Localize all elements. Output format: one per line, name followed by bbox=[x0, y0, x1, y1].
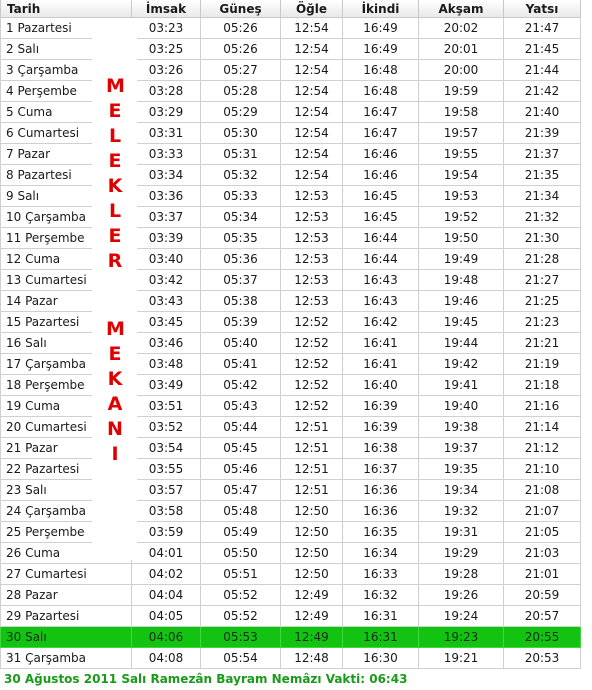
cell-yatsi: 21:07 bbox=[504, 501, 581, 522]
cell-aksam: 19:31 bbox=[419, 522, 504, 543]
column-header-ogle[interactable]: Öğle bbox=[281, 0, 343, 18]
cell-ogle: 12:51 bbox=[281, 417, 343, 438]
cell-ikindi: 16:35 bbox=[343, 522, 419, 543]
column-header-aksam[interactable]: Akşam bbox=[419, 0, 504, 18]
cell-gunes: 05:44 bbox=[201, 417, 281, 438]
cell-ikindi: 16:44 bbox=[343, 249, 419, 270]
cell-gunes: 05:38 bbox=[201, 291, 281, 312]
cell-aksam: 19:50 bbox=[419, 228, 504, 249]
cell-gunes: 05:31 bbox=[201, 144, 281, 165]
cell-date: 13 Cumartesi bbox=[1, 270, 132, 291]
cell-imsak: 03:33 bbox=[132, 144, 201, 165]
cell-yatsi: 21:03 bbox=[504, 543, 581, 564]
cell-gunes: 05:51 bbox=[201, 564, 281, 585]
cell-aksam: 19:29 bbox=[419, 543, 504, 564]
cell-date: 26 Cuma bbox=[1, 543, 132, 564]
table-row bbox=[1, 396, 581, 417]
cell-date: 11 Perşembe bbox=[1, 228, 132, 249]
cell-aksam: 19:55 bbox=[419, 144, 504, 165]
cell-aksam: 19:42 bbox=[419, 354, 504, 375]
cell-ogle: 12:52 bbox=[281, 333, 343, 354]
table-row bbox=[1, 102, 581, 123]
cell-ikindi: 16:45 bbox=[343, 186, 419, 207]
cell-ogle: 12:49 bbox=[281, 585, 343, 606]
cell-imsak: 04:08 bbox=[132, 648, 201, 669]
bayram-prayer-time-note: 30 Ağustos 2011 Salı Ramezân Bayram Nemâzı Vakti: 06:43 bbox=[4, 672, 408, 686]
cell-gunes: 05:45 bbox=[201, 438, 281, 459]
cell-date: 29 Pazartesi bbox=[1, 606, 132, 627]
cell-yatsi: 21:42 bbox=[504, 81, 581, 102]
cell-ogle: 12:49 bbox=[281, 606, 343, 627]
watermark-letter: A bbox=[107, 393, 123, 415]
table-row bbox=[1, 60, 581, 81]
watermark-letter: R bbox=[107, 250, 123, 272]
cell-date: 25 Perşembe bbox=[1, 522, 132, 543]
cell-ikindi: 16:42 bbox=[343, 312, 419, 333]
cell-imsak: 03:26 bbox=[132, 60, 201, 81]
cell-gunes: 05:35 bbox=[201, 228, 281, 249]
cell-ikindi: 16:43 bbox=[343, 291, 419, 312]
table-row bbox=[1, 354, 581, 375]
cell-imsak: 03:39 bbox=[132, 228, 201, 249]
cell-ikindi: 16:32 bbox=[343, 585, 419, 606]
cell-yatsi: 21:39 bbox=[504, 123, 581, 144]
cell-imsak: 03:36 bbox=[132, 186, 201, 207]
cell-imsak: 03:40 bbox=[132, 249, 201, 270]
cell-gunes: 05:37 bbox=[201, 270, 281, 291]
cell-aksam: 19:28 bbox=[419, 564, 504, 585]
cell-gunes: 05:52 bbox=[201, 585, 281, 606]
cell-yatsi: 21:12 bbox=[504, 438, 581, 459]
cell-ogle: 12:52 bbox=[281, 375, 343, 396]
cell-date: 23 Salı bbox=[1, 480, 132, 501]
cell-ikindi: 16:44 bbox=[343, 228, 419, 249]
cell-date: 6 Cumartesi bbox=[1, 123, 132, 144]
table-row bbox=[1, 522, 581, 543]
cell-aksam: 19:26 bbox=[419, 585, 504, 606]
cell-ikindi: 16:31 bbox=[343, 606, 419, 627]
cell-date: 8 Pazartesi bbox=[1, 165, 132, 186]
cell-ikindi: 16:41 bbox=[343, 354, 419, 375]
cell-aksam: 19:23 bbox=[419, 627, 504, 648]
table-row bbox=[1, 333, 581, 354]
table-row bbox=[1, 606, 581, 627]
cell-aksam: 19:41 bbox=[419, 375, 504, 396]
watermark-letter: L bbox=[108, 200, 122, 222]
cell-date: 4 Perşembe bbox=[1, 81, 132, 102]
cell-ogle: 12:50 bbox=[281, 543, 343, 564]
watermark-letter: M bbox=[106, 318, 125, 340]
cell-yatsi: 21:14 bbox=[504, 417, 581, 438]
table-row bbox=[1, 270, 581, 291]
cell-imsak: 03:31 bbox=[132, 123, 201, 144]
cell-yatsi: 20:53 bbox=[504, 648, 581, 669]
cell-imsak: 03:55 bbox=[132, 459, 201, 480]
cell-ogle: 12:54 bbox=[281, 81, 343, 102]
table-row bbox=[1, 228, 581, 249]
cell-imsak: 03:43 bbox=[132, 291, 201, 312]
cell-yatsi: 21:05 bbox=[504, 522, 581, 543]
table-row bbox=[1, 312, 581, 333]
cell-yatsi: 21:47 bbox=[504, 18, 581, 39]
cell-date: 17 Çarşamba bbox=[1, 354, 132, 375]
cell-ikindi: 16:46 bbox=[343, 165, 419, 186]
cell-gunes: 05:39 bbox=[201, 312, 281, 333]
cell-ikindi: 16:43 bbox=[343, 270, 419, 291]
table-row bbox=[1, 207, 581, 228]
cell-date: 9 Salı bbox=[1, 186, 132, 207]
cell-yatsi: 21:21 bbox=[504, 333, 581, 354]
column-header-yatsi[interactable]: Yatsı bbox=[504, 0, 581, 18]
cell-imsak: 03:51 bbox=[132, 396, 201, 417]
cell-date: 2 Salı bbox=[1, 39, 132, 60]
cell-aksam: 20:01 bbox=[419, 39, 504, 60]
cell-date: 7 Pazar bbox=[1, 144, 132, 165]
table-row bbox=[1, 123, 581, 144]
cell-yatsi: 20:55 bbox=[504, 627, 581, 648]
cell-ogle: 12:52 bbox=[281, 354, 343, 375]
cell-imsak: 04:04 bbox=[132, 585, 201, 606]
cell-ikindi: 16:49 bbox=[343, 18, 419, 39]
cell-ikindi: 16:39 bbox=[343, 417, 419, 438]
cell-yatsi: 21:34 bbox=[504, 186, 581, 207]
cell-imsak: 03:59 bbox=[132, 522, 201, 543]
cell-yatsi: 21:10 bbox=[504, 459, 581, 480]
cell-ogle: 12:50 bbox=[281, 564, 343, 585]
cell-date: 19 Cuma bbox=[1, 396, 132, 417]
cell-date: 24 Çarşamba bbox=[1, 501, 132, 522]
cell-ogle: 12:53 bbox=[281, 207, 343, 228]
cell-aksam: 19:24 bbox=[419, 606, 504, 627]
cell-yatsi: 21:28 bbox=[504, 249, 581, 270]
cell-imsak: 03:57 bbox=[132, 480, 201, 501]
cell-yatsi: 21:08 bbox=[504, 480, 581, 501]
cell-ogle: 12:50 bbox=[281, 522, 343, 543]
watermark-word-melekler bbox=[106, 74, 124, 274]
cell-imsak: 03:37 bbox=[132, 207, 201, 228]
cell-gunes: 05:49 bbox=[201, 522, 281, 543]
table-row bbox=[1, 648, 581, 669]
cell-imsak: 04:02 bbox=[132, 564, 201, 585]
cell-yatsi: 21:32 bbox=[504, 207, 581, 228]
cell-yatsi: 21:25 bbox=[504, 291, 581, 312]
cell-gunes: 05:47 bbox=[201, 480, 281, 501]
cell-aksam: 19:45 bbox=[419, 312, 504, 333]
cell-ogle: 12:54 bbox=[281, 18, 343, 39]
cell-yatsi: 21:01 bbox=[504, 564, 581, 585]
cell-ikindi: 16:47 bbox=[343, 102, 419, 123]
cell-gunes: 05:40 bbox=[201, 333, 281, 354]
cell-date: 12 Cuma bbox=[1, 249, 132, 270]
cell-aksam: 19:49 bbox=[419, 249, 504, 270]
cell-ogle: 12:53 bbox=[281, 249, 343, 270]
cell-yatsi: 21:27 bbox=[504, 270, 581, 291]
cell-ogle: 12:50 bbox=[281, 501, 343, 522]
table-row bbox=[1, 585, 581, 606]
cell-ogle: 12:54 bbox=[281, 123, 343, 144]
cell-gunes: 05:29 bbox=[201, 102, 281, 123]
cell-ikindi: 16:38 bbox=[343, 438, 419, 459]
table-row bbox=[1, 543, 581, 564]
cell-ogle: 12:53 bbox=[281, 186, 343, 207]
column-header-imsak[interactable]: İmsak bbox=[132, 0, 201, 18]
cell-ikindi: 16:31 bbox=[343, 627, 419, 648]
cell-gunes: 05:26 bbox=[201, 39, 281, 60]
cell-imsak: 03:42 bbox=[132, 270, 201, 291]
watermark-letter: E bbox=[108, 150, 122, 172]
cell-ogle: 12:48 bbox=[281, 648, 343, 669]
cell-ikindi: 16:48 bbox=[343, 60, 419, 81]
cell-date: 27 Cumartesi bbox=[1, 564, 132, 585]
cell-aksam: 20:02 bbox=[419, 18, 504, 39]
cell-ikindi: 16:37 bbox=[343, 459, 419, 480]
cell-ikindi: 16:49 bbox=[343, 39, 419, 60]
cell-ikindi: 16:39 bbox=[343, 396, 419, 417]
cell-ogle: 12:54 bbox=[281, 39, 343, 60]
table-row bbox=[1, 39, 581, 60]
cell-date: 21 Pazar bbox=[1, 438, 132, 459]
cell-date: 18 Perşembe bbox=[1, 375, 132, 396]
cell-date: 15 Pazartesi bbox=[1, 312, 132, 333]
table-row bbox=[1, 627, 581, 648]
cell-yatsi: 21:16 bbox=[504, 396, 581, 417]
cell-imsak: 03:45 bbox=[132, 312, 201, 333]
cell-ikindi: 16:41 bbox=[343, 333, 419, 354]
cell-aksam: 19:44 bbox=[419, 333, 504, 354]
cell-yatsi: 21:19 bbox=[504, 354, 581, 375]
cell-aksam: 19:54 bbox=[419, 165, 504, 186]
cell-date: 10 Çarşamba bbox=[1, 207, 132, 228]
cell-date: 16 Salı bbox=[1, 333, 132, 354]
cell-gunes: 05:50 bbox=[201, 543, 281, 564]
cell-gunes: 05:34 bbox=[201, 207, 281, 228]
watermark-letter: M bbox=[106, 75, 125, 97]
cell-yatsi: 20:57 bbox=[504, 606, 581, 627]
cell-gunes: 05:26 bbox=[201, 18, 281, 39]
column-header-date[interactable]: Tarih bbox=[1, 0, 132, 18]
cell-imsak: 03:58 bbox=[132, 501, 201, 522]
table-row bbox=[1, 459, 581, 480]
cell-ogle: 12:54 bbox=[281, 102, 343, 123]
cell-imsak: 03:23 bbox=[132, 18, 201, 39]
cell-gunes: 05:48 bbox=[201, 501, 281, 522]
cell-ogle: 12:49 bbox=[281, 627, 343, 648]
table-row bbox=[1, 144, 581, 165]
cell-ikindi: 16:36 bbox=[343, 501, 419, 522]
table-row bbox=[1, 417, 581, 438]
cell-date: 5 Cuma bbox=[1, 102, 132, 123]
cell-aksam: 19:21 bbox=[419, 648, 504, 669]
cell-aksam: 19:38 bbox=[419, 417, 504, 438]
cell-ogle: 12:51 bbox=[281, 459, 343, 480]
cell-gunes: 05:43 bbox=[201, 396, 281, 417]
cell-imsak: 03:29 bbox=[132, 102, 201, 123]
cell-yatsi: 21:44 bbox=[504, 60, 581, 81]
cell-aksam: 19:58 bbox=[419, 102, 504, 123]
cell-yatsi: 21:45 bbox=[504, 39, 581, 60]
cell-imsak: 03:25 bbox=[132, 39, 201, 60]
cell-date: 1 Pazartesi bbox=[1, 18, 132, 39]
watermark-letter: L bbox=[108, 125, 122, 147]
cell-imsak: 04:05 bbox=[132, 606, 201, 627]
cell-ogle: 12:54 bbox=[281, 165, 343, 186]
cell-ikindi: 16:45 bbox=[343, 207, 419, 228]
cell-imsak: 03:48 bbox=[132, 354, 201, 375]
cell-ogle: 12:51 bbox=[281, 438, 343, 459]
cell-aksam: 19:34 bbox=[419, 480, 504, 501]
cell-aksam: 19:37 bbox=[419, 438, 504, 459]
column-header-ikindi[interactable]: İkindi bbox=[343, 0, 419, 18]
table-row bbox=[1, 186, 581, 207]
cell-ogle: 12:53 bbox=[281, 228, 343, 249]
cell-aksam: 19:46 bbox=[419, 291, 504, 312]
watermark-letter: N bbox=[107, 418, 123, 440]
cell-date: 28 Pazar bbox=[1, 585, 132, 606]
cell-imsak: 03:54 bbox=[132, 438, 201, 459]
cell-ogle: 12:54 bbox=[281, 144, 343, 165]
cell-aksam: 19:52 bbox=[419, 207, 504, 228]
cell-yatsi: 21:37 bbox=[504, 144, 581, 165]
cell-imsak: 04:06 bbox=[132, 627, 201, 648]
table-row bbox=[1, 249, 581, 270]
cell-aksam: 20:00 bbox=[419, 60, 504, 81]
watermark-letter: K bbox=[107, 175, 123, 197]
cell-aksam: 19:32 bbox=[419, 501, 504, 522]
cell-yatsi: 21:18 bbox=[504, 375, 581, 396]
cell-aksam: 19:53 bbox=[419, 186, 504, 207]
cell-gunes: 05:46 bbox=[201, 459, 281, 480]
table-header-row bbox=[1, 0, 581, 18]
watermark-letter: K bbox=[107, 368, 123, 390]
watermark-letter: E bbox=[108, 100, 122, 122]
cell-gunes: 05:54 bbox=[201, 648, 281, 669]
cell-ikindi: 16:40 bbox=[343, 375, 419, 396]
cell-gunes: 05:36 bbox=[201, 249, 281, 270]
table-row bbox=[1, 480, 581, 501]
column-header-gunes[interactable]: Güneş bbox=[201, 0, 281, 18]
cell-imsak: 03:28 bbox=[132, 81, 201, 102]
cell-yatsi: 20:59 bbox=[504, 585, 581, 606]
watermark-letter: E bbox=[108, 225, 122, 247]
cell-ogle: 12:54 bbox=[281, 60, 343, 81]
cell-ikindi: 16:36 bbox=[343, 480, 419, 501]
cell-yatsi: 21:35 bbox=[504, 165, 581, 186]
table-row bbox=[1, 165, 581, 186]
cell-imsak: 03:52 bbox=[132, 417, 201, 438]
cell-gunes: 05:28 bbox=[201, 81, 281, 102]
cell-imsak: 03:46 bbox=[132, 333, 201, 354]
table-row bbox=[1, 291, 581, 312]
cell-yatsi: 21:23 bbox=[504, 312, 581, 333]
cell-gunes: 05:52 bbox=[201, 606, 281, 627]
cell-aksam: 19:48 bbox=[419, 270, 504, 291]
cell-aksam: 19:40 bbox=[419, 396, 504, 417]
cell-gunes: 05:32 bbox=[201, 165, 281, 186]
cell-ogle: 12:53 bbox=[281, 291, 343, 312]
watermark-letter: I bbox=[111, 443, 119, 465]
cell-date: 20 Cumartesi bbox=[1, 417, 132, 438]
cell-gunes: 05:42 bbox=[201, 375, 281, 396]
cell-yatsi: 21:40 bbox=[504, 102, 581, 123]
cell-gunes: 05:27 bbox=[201, 60, 281, 81]
cell-imsak: 03:34 bbox=[132, 165, 201, 186]
cell-date: 31 Çarşamba bbox=[1, 648, 132, 669]
cell-gunes: 05:30 bbox=[201, 123, 281, 144]
table-row bbox=[1, 18, 581, 39]
cell-aksam: 19:59 bbox=[419, 81, 504, 102]
table-row bbox=[1, 564, 581, 585]
cell-ogle: 12:51 bbox=[281, 480, 343, 501]
cell-gunes: 05:41 bbox=[201, 354, 281, 375]
cell-ogle: 12:53 bbox=[281, 270, 343, 291]
cell-date: 3 Çarşamba bbox=[1, 60, 132, 81]
watermark-word-mekani bbox=[106, 317, 124, 467]
cell-ogle: 12:52 bbox=[281, 396, 343, 417]
cell-aksam: 19:57 bbox=[419, 123, 504, 144]
cell-ogle: 12:52 bbox=[281, 312, 343, 333]
cell-ikindi: 16:34 bbox=[343, 543, 419, 564]
cell-date: 30 Salı bbox=[1, 627, 132, 648]
table-row bbox=[1, 501, 581, 522]
cell-imsak: 03:49 bbox=[132, 375, 201, 396]
cell-gunes: 05:33 bbox=[201, 186, 281, 207]
cell-aksam: 19:35 bbox=[419, 459, 504, 480]
cell-ikindi: 16:48 bbox=[343, 81, 419, 102]
cell-yatsi: 21:30 bbox=[504, 228, 581, 249]
table-row bbox=[1, 375, 581, 396]
cell-ikindi: 16:46 bbox=[343, 144, 419, 165]
cell-imsak: 04:01 bbox=[132, 543, 201, 564]
table-row bbox=[1, 81, 581, 102]
cell-ikindi: 16:33 bbox=[343, 564, 419, 585]
cell-gunes: 05:53 bbox=[201, 627, 281, 648]
cell-date: 22 Pazartesi bbox=[1, 459, 132, 480]
watermark-letter: E bbox=[108, 343, 122, 365]
table-row bbox=[1, 438, 581, 459]
cell-ikindi: 16:30 bbox=[343, 648, 419, 669]
cell-ikindi: 16:47 bbox=[343, 123, 419, 144]
cell-date: 14 Pazar bbox=[1, 291, 132, 312]
